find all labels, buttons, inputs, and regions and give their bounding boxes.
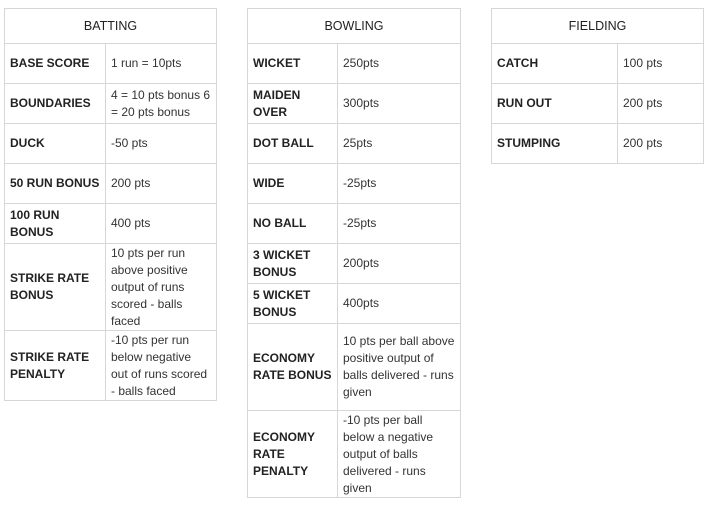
batting-label: 50 RUN BONUS <box>5 164 106 204</box>
fielding-label: RUN OUT <box>492 84 618 124</box>
table-row <box>5 84 217 124</box>
batting-value: 10 pts per run above positive output of runs scored - balls faced <box>106 244 217 331</box>
bowling-label: MAIDEN OVER <box>248 84 338 124</box>
batting-label: 100 RUN BONUS <box>5 204 106 244</box>
table-row <box>248 324 461 411</box>
batting-value: 200 pts <box>106 164 217 204</box>
table-row <box>492 84 704 124</box>
bowling-value: 400pts <box>338 284 461 324</box>
bowling-label: ECONOMY RATE PENALTY <box>248 411 338 498</box>
bowling-title: BOWLING <box>248 9 461 44</box>
fielding-label: STUMPING <box>492 124 618 164</box>
batting-value: 1 run = 10pts <box>106 44 217 84</box>
batting-table <box>4 8 217 401</box>
table-row <box>248 124 461 164</box>
batting-label: STRIKE RATE BONUS <box>5 244 106 331</box>
fielding-title: FIELDING <box>492 9 704 44</box>
bowling-label: NO BALL <box>248 204 338 244</box>
table-row <box>248 44 461 84</box>
table-row <box>248 284 461 324</box>
batting-label: BASE SCORE <box>5 44 106 84</box>
batting-value: -50 pts <box>106 124 217 164</box>
bowling-value: -25pts <box>338 204 461 244</box>
bowling-label: DOT BALL <box>248 124 338 164</box>
bowling-value: -10 pts per ball below a negative output of balls delivered - runs given <box>338 411 461 498</box>
bowling-value: 25pts <box>338 124 461 164</box>
fielding-value: 200 pts <box>618 124 704 164</box>
fielding-table <box>491 8 704 164</box>
bowling-value: 300pts <box>338 84 461 124</box>
bowling-label: 5 WICKET BONUS <box>248 284 338 324</box>
fielding-label: CATCH <box>492 44 618 84</box>
batting-value: 4 = 10 pts bonus 6 = 20 pts bonus <box>106 84 217 124</box>
table-row <box>248 84 461 124</box>
bowling-value: 200pts <box>338 244 461 284</box>
bowling-label: WICKET <box>248 44 338 84</box>
bowling-header-row <box>248 9 461 44</box>
table-row <box>248 204 461 244</box>
bowling-label: WIDE <box>248 164 338 204</box>
fielding-value: 100 pts <box>618 44 704 84</box>
batting-label: STRIKE RATE PENALTY <box>5 331 106 401</box>
bowling-value: -25pts <box>338 164 461 204</box>
bowling-table <box>247 8 461 498</box>
table-row <box>248 164 461 204</box>
table-row <box>5 164 217 204</box>
batting-value: -10 pts per run below negative out of runs scored - balls faced <box>106 331 217 401</box>
fielding-header-row <box>492 9 704 44</box>
table-row <box>248 244 461 284</box>
table-row <box>5 331 217 401</box>
fielding-value: 200 pts <box>618 84 704 124</box>
bowling-value: 10 pts per ball above positive output of balls delivered - runs given <box>338 324 461 411</box>
table-row <box>492 124 704 164</box>
table-row <box>5 204 217 244</box>
table-row <box>248 411 461 498</box>
batting-label: DUCK <box>5 124 106 164</box>
batting-label: BOUNDARIES <box>5 84 106 124</box>
table-row <box>5 244 217 331</box>
bowling-value: 250pts <box>338 44 461 84</box>
batting-value: 400 pts <box>106 204 217 244</box>
table-row <box>5 124 217 164</box>
batting-title: BATTING <box>5 9 217 44</box>
table-row <box>5 44 217 84</box>
bowling-label: ECONOMY RATE BONUS <box>248 324 338 411</box>
table-row <box>492 44 704 84</box>
batting-header-row <box>5 9 217 44</box>
bowling-label: 3 WICKET BONUS <box>248 244 338 284</box>
